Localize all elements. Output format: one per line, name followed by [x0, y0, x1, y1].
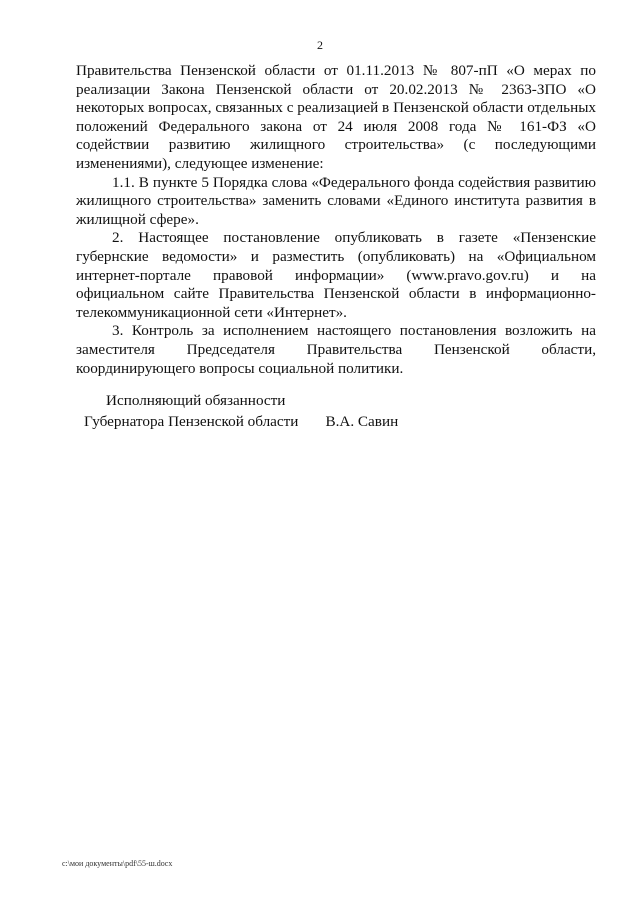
item-3-paragraph: 3. Контроль за исполнением настоящего постановления возложить на заместителя Председателя Правительства Пензенской области, координирующего вопросы социальной политики. — [76, 322, 596, 377]
page-number: 2 — [317, 38, 323, 52]
intro-paragraph: Правительства Пензенской области от 01.11.2013 № 807-пП «О мерах по реализации Закона Пензенской области от 20.02.2013 № 2363-ЗПО «О некоторых вопросах, связанных с реализацией в Пензенской области отдельных положений Федерального закона от 24 июля 2008 года № 161-ФЗ «О содействии развитию жилищного строительства» (с последующими изменениями), следующее изменение: — [76, 62, 596, 172]
signature-line — [84, 411, 398, 432]
item-1-1-paragraph: 1.1. В пункте 5 Порядка слова «Федерального фонда содействия развитию жилищного строительства» заменить словами «Единого института развития в жилищной сфере». — [76, 173, 596, 228]
signatory-position-line-2: Губернатора Пензенской области — [84, 413, 299, 430]
signatory-position-line-1: Исполняющий обязанности — [106, 392, 286, 409]
signature-block — [84, 390, 398, 432]
signatory-name: В.А. Савин — [325, 413, 399, 430]
item-2-paragraph: 2. Настоящее постановление опубликовать в газете «Пензенские губернские ведомости» и разместить (опубликовать) на «Официальном интернет-портале правовой информации» (www.pravo.gov.ru) и на официальном сайте Правительства Пензенской области в информационно-телекоммуникационной сети «Интернет». — [76, 229, 596, 321]
footer-file-path: c:\мои документы\pdf\55-ш.docx — [62, 859, 173, 868]
document-body — [76, 62, 596, 378]
